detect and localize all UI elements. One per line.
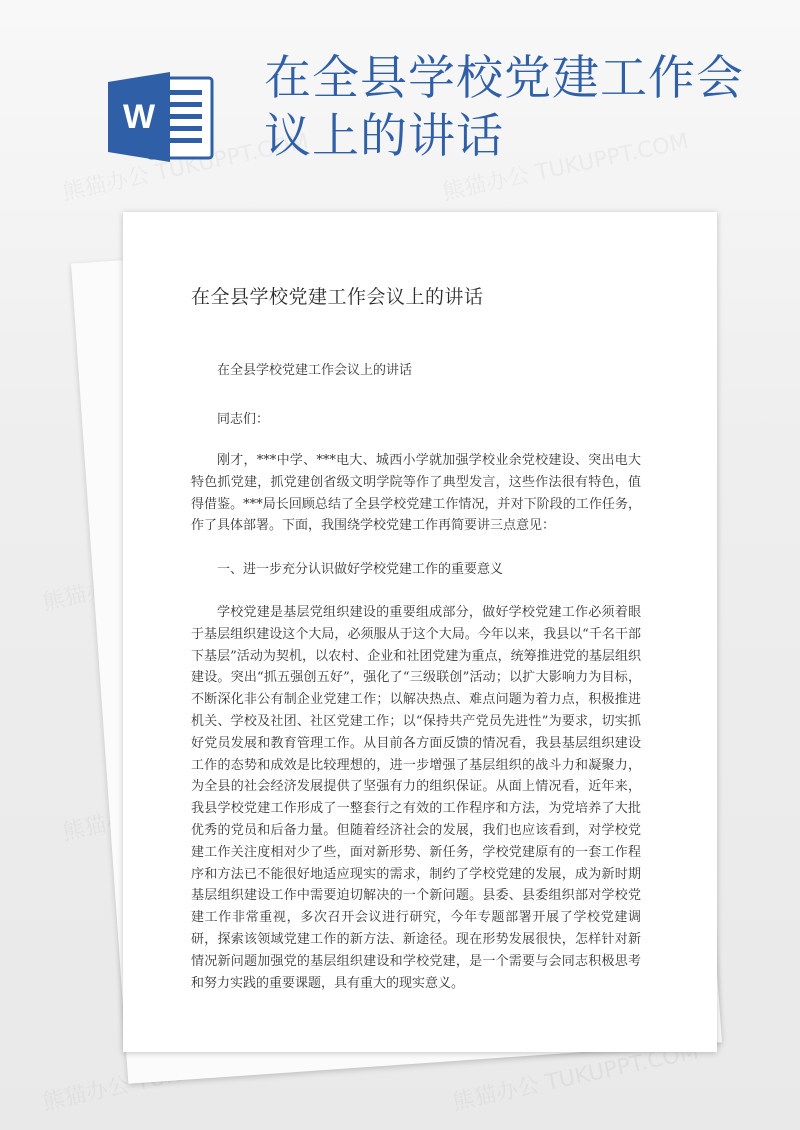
page-title: 在全县学校党建工作会议上的讲话 <box>264 51 744 164</box>
document-paragraph: 学校党建是基层党组织建设的重要组成部分，做好学校党建工作必须着眼于基层组织建设这个大局，必须服从于这个大局。今年以来，我县以“千名干部下基层”活动为契机，以农村、企业和社团党建为重点，统筹推进党的基层组织建设。突出“抓五强创五好”，强化了“三级联创”活动；以扩大影响力为目标，不断深化非公有制企业党建工作；以解决热点、难点问题为着力点，积极推进机关、学校及社团、社区党建工作；以“保持共产党员先进性”为要求，切实抓好党员发展和教育管理工作。从目前各方面反馈的情况看，我县基层组织建设工作的态势和成效是比较理想的，进一步增强了基层组织的战斗力和凝聚力，为全县的社会经济发展提供了坚强有力的组织保证。从面上情况看，近年来，我县学校党建工作形成了一整套行之有效的工作程序和方法，为党培养了大批优秀的党员和后备力量。但随着经济社会的发展，我们也应该看到，对学校党建工作关注度相对少了些，面对新形势、新任务，学校党建原有的一套工作程序和方法已不能很好地适应现实的需求，制约了学校党建的发展，成为新时期基层组织建设工作中需要迫切解决的一个新问题。县委、县委组织部对学校党建工作非常重视，多次召开会议进行研究，今年专题部署开展了学校党建调研，探索该领域党建工作的新方法、新途径。现在形势发展很快，怎样针对新情况新问题加强党的基层组织建设和学校党建，是一个需要与会同志积极思考和努力实践的重要课题，具有重大的现实意义。 <box>191 605 641 991</box>
document-heading: 在全县学校党建工作会议上的讲话 <box>191 286 484 308</box>
document-subtitle: 在全县学校党建工作会议上的讲话 <box>217 363 413 378</box>
document-sheet <box>123 212 717 1052</box>
section-title: 一、进一步充分认识做好学校党建工作的重要意义 <box>217 562 504 577</box>
svg-text:W: W <box>122 98 156 136</box>
document-salutation: 同志们： <box>217 412 270 427</box>
document-paragraph: 刚才，***中学、***电大、城西小学就加强学校业余党校建设、突出电大特色抓党建，抓党建创省级文明学院等作了典型发言，这些作法很有特色，值得借鉴。***局长回顾总结了全县学校党建工作情况，并对下阶段的工作任务，作了具体部署。下面，我围绕学校党建工作再简要讲三点意见： <box>191 453 641 534</box>
word-document-icon <box>108 72 214 162</box>
